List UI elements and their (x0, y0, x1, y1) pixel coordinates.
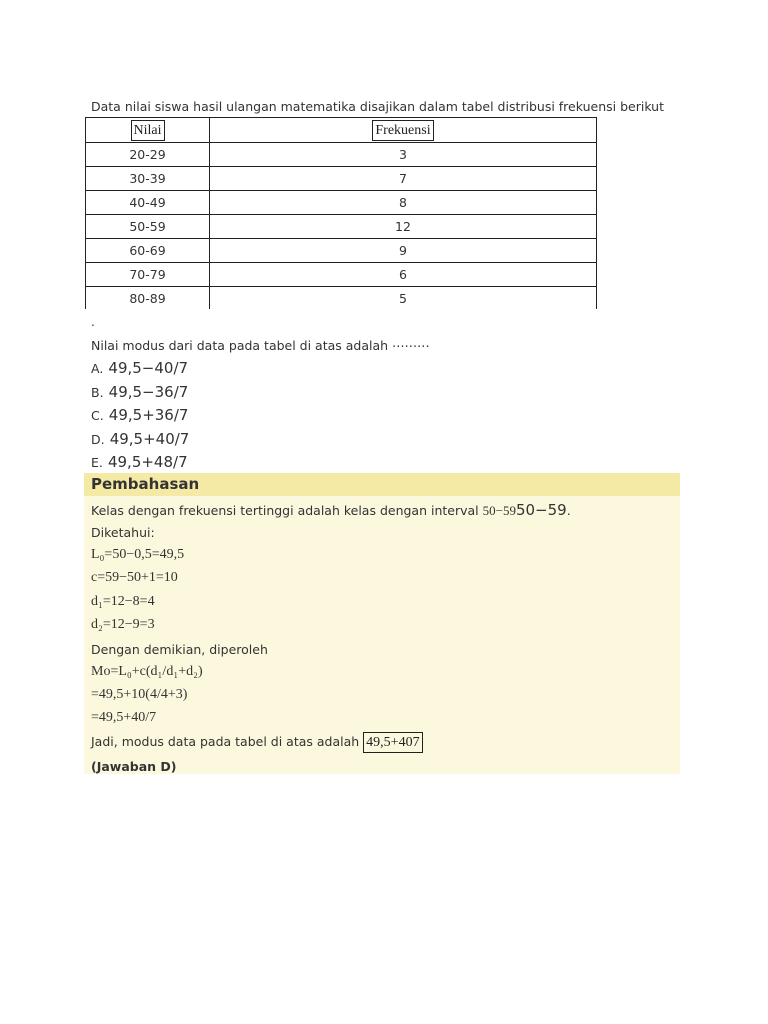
cell-frekuensi: 8 (210, 191, 597, 215)
interval-math: 50−59 (515, 501, 567, 519)
option-value: 49,5+40/7 (109, 429, 190, 448)
intro-text: Data nilai siswa hasil ulangan matematika disajikan dalam tabel distribusi frekuensi berikut (91, 99, 664, 114)
table-row (86, 287, 596, 310)
table-header-nilai (86, 118, 210, 143)
option-letter: B. (91, 384, 104, 400)
answer-box: 49,5+407 (363, 732, 422, 753)
table-row (86, 191, 596, 215)
cell-nilai: 20-29 (86, 143, 210, 167)
dengan-demikian-text: Dengan demikian, diperoleh (91, 642, 268, 657)
explanation-line (91, 501, 571, 519)
option-c[interactable] (91, 405, 189, 429)
header-label-nilai: Nilai (131, 120, 165, 141)
table-row (86, 167, 596, 191)
explanation-text: Kelas dengan frekuensi tertinggi adalah kelas dengan interval (91, 503, 483, 518)
cell-nilai: 60-69 (86, 239, 210, 263)
conclusion-text: Jadi, modus data pada tabel di atas adalah (91, 734, 364, 749)
option-value: 49,5−36/7 (108, 382, 189, 401)
cell-frekuensi: 12 (210, 215, 597, 239)
cell-frekuensi: 6 (210, 263, 597, 287)
cell-nilai: 50-59 (86, 215, 210, 239)
table-row (86, 215, 596, 239)
formula-d2: d₂=12−9=3 (91, 617, 155, 632)
table-row (86, 263, 596, 287)
option-letter: E. (91, 455, 103, 470)
cell-frekuensi: 3 (210, 143, 597, 167)
question-text: Nilai modus dari data pada tabel di atas adalah ⋯⋯⋯ (91, 338, 430, 353)
cell-nilai: 30-39 (86, 167, 210, 191)
interval-text: 50−59 (482, 503, 516, 518)
jawaban-label: (Jawaban D) (91, 759, 177, 774)
option-b[interactable] (91, 382, 189, 406)
formula-l0: L₀=50−0,5=49,5 (91, 547, 185, 562)
option-letter: C. (91, 408, 104, 423)
option-letter: D. (91, 431, 105, 447)
period: . (566, 503, 571, 518)
table-row (86, 143, 596, 167)
cell-frekuensi: 9 (210, 239, 597, 263)
diketahui-label: Diketahui: (91, 525, 155, 540)
cell-frekuensi: 5 (210, 287, 597, 310)
table-row (86, 239, 596, 263)
answer-options (91, 358, 189, 476)
formula-c: c=59−50+1=10 (91, 570, 178, 585)
table-header-frekuensi (210, 118, 597, 143)
option-letter: A. (91, 361, 104, 376)
formula-d1: d₁=12−8=4 (91, 594, 155, 609)
option-value: 49,5+36/7 (108, 406, 189, 424)
option-value: 49,5+48/7 (107, 453, 188, 471)
pembahasan-title: Pembahasan (91, 475, 200, 493)
pembahasan-body (84, 496, 680, 774)
cell-nilai: 70-79 (86, 263, 210, 287)
cell-nilai: 80-89 (86, 287, 210, 310)
table-header-row (86, 118, 596, 143)
formula-step2: =49,5+40/7 (91, 710, 157, 725)
formula-step1: =49,5+10(4/4+3) (91, 687, 188, 702)
header-label-frekuensi: Frekuensi (372, 120, 433, 141)
formula-mo: Mo=L₀+c(d₁/d₁+d₂) (91, 664, 203, 679)
pembahasan-header (84, 473, 680, 496)
cell-frekuensi: 7 (210, 167, 597, 191)
frequency-table (85, 117, 597, 309)
separator-dot: . (91, 315, 95, 329)
conclusion-line (91, 732, 423, 753)
option-d[interactable] (91, 429, 189, 453)
option-e[interactable] (91, 452, 189, 476)
option-value: 49,5−40/7 (108, 359, 189, 377)
option-a[interactable] (91, 358, 189, 382)
cell-nilai: 40-49 (86, 191, 210, 215)
